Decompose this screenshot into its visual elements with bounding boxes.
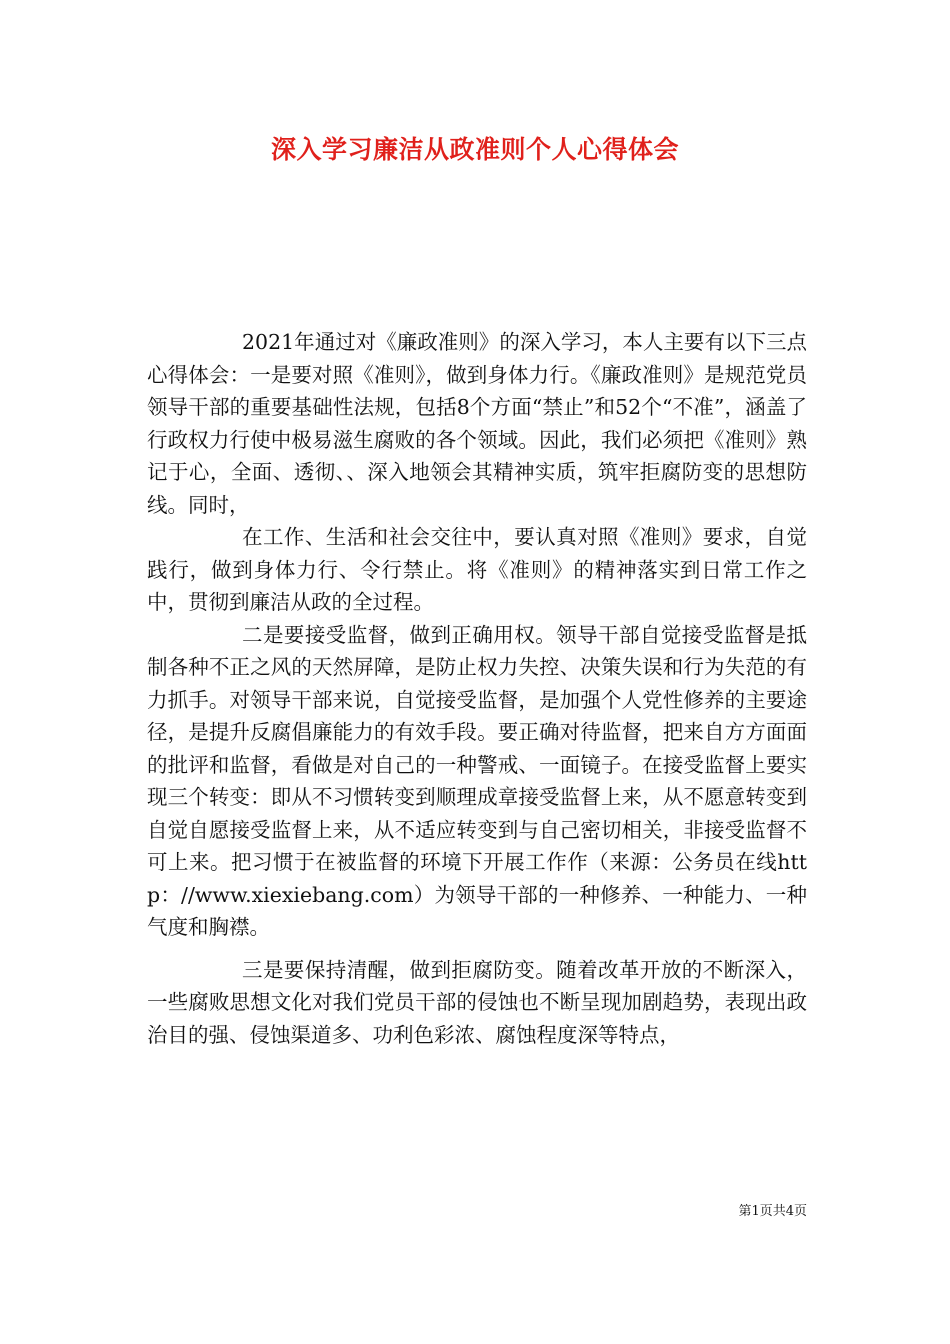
page-number-footer: 第1页共4页: [738, 1204, 807, 1219]
paragraph-1: 2021年通过对《廉政准则》的深入学习，本人主要有以下三点心得体会：一是要对照《准则》，做到身体力行。《廉政准则》是规范党员领导干部的重要基础性法规，包括8个方面“禁止”和52个“不准”，涵盖了行政权力行使中极易滋生腐败的各个领域。因此，我们必须把《准则》熟记于心，全面、透彻、、深入地领会其精神实质，筑牢拒腐防变的思想防线。同时，: [147, 330, 807, 517]
document-title: 深入学习廉洁从政准则个人心得体会: [270, 135, 679, 164]
paragraph-4: 三是要保持清醒，做到拒腐防变。随着改革开放的不断深入，一些腐败思想文化对我们党员干部的侵蚀也不断呈现加剧趋势，表现出政治目的强、侵蚀渠道多、功利色彩浓、腐蚀程度深等特点，: [147, 957, 807, 1047]
paragraph-2: 在工作、生活和社会交往中，要认真对照《准则》要求，自觉践行，做到身体力行、令行禁止。将《准则》的精神落实到日常工作之中，贯彻到廉洁从政的全过程。: [147, 525, 807, 614]
document-body: [147, 326, 807, 1051]
paragraph-3: 二是要接受监督，做到正确用权。领导干部自觉接受监督是抵制各种不正之风的天然屏障，是防止权力失控、决策失误和行为失范的有力抓手。对领导干部来说，自觉接受监督，是加强个人党性修养的主要途径，是提升反腐倡廉能力的有效手段。要正确对待监督，把来自方方面面的批评和监督，看做是对自己的一种警戒、一面镜子。在接受监督上要实现三个转变：即从不习惯转变到顺理成章接受监督上来，从不愿意转变到自觉自愿接受监督上来，从不适应转变到与自己密切相关，非接受监督不可上来。把习惯于在被监督的环境下开展工作作（来源：公务员在线http：//www.xiexiebang.com）为领导干部的一种修养、一种能力、一种气度和胸襟。: [147, 622, 807, 939]
